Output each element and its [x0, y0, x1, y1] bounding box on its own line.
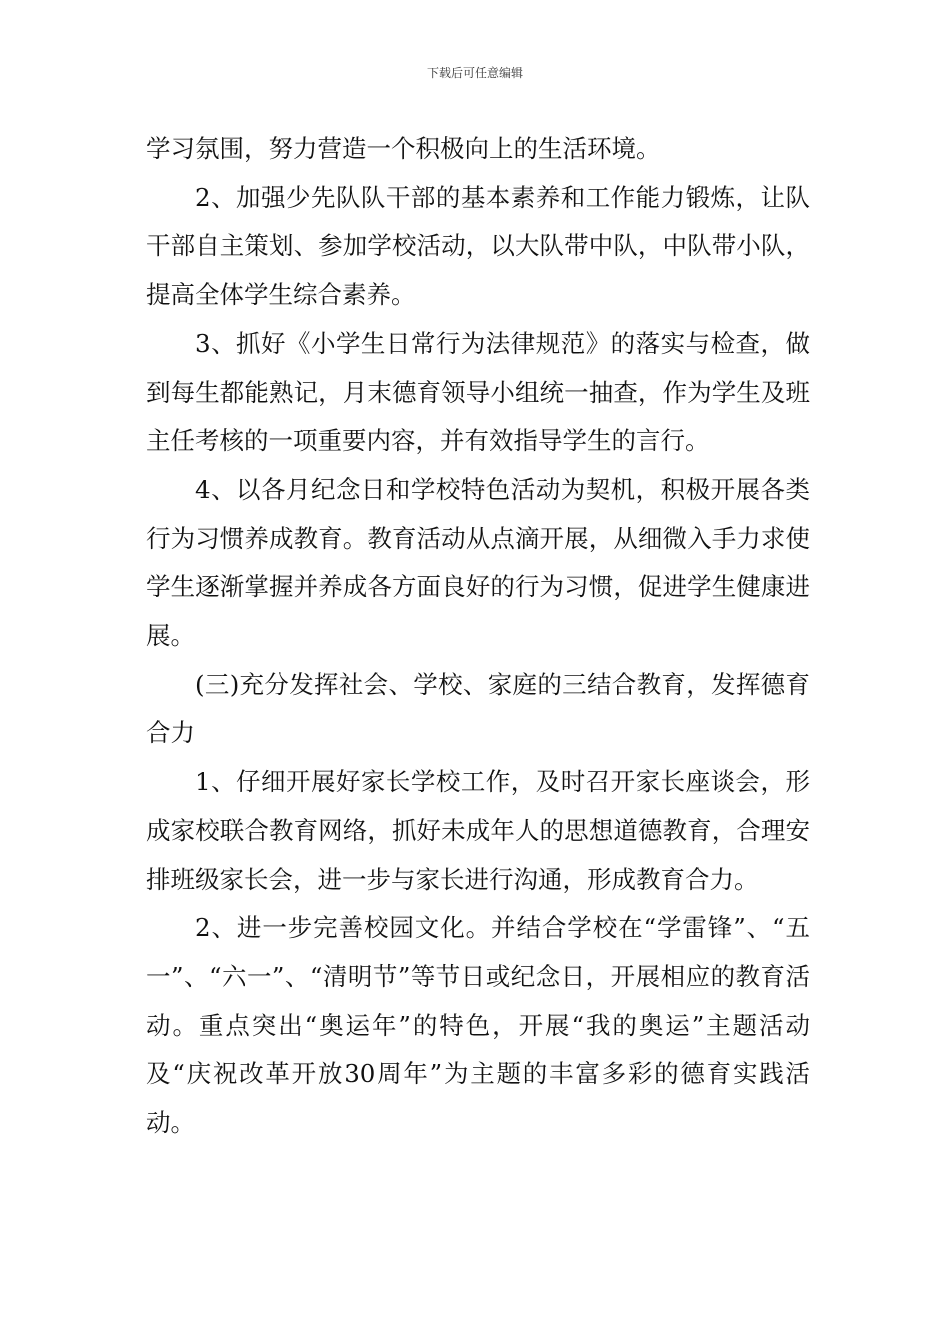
- paragraph-2: 2、加强少先队队干部的基本素养和工作能力锻炼，让队干部自主策划、参加学校活动，以大队带中队，中队带小队，提高全体学生综合素养。: [146, 182, 810, 310]
- document-body: [146, 125, 810, 1148]
- paragraph-5: 1、仔细开展好家长学校工作，及时召开家长座谈会，形成家校联合教育网络，抓好未成年人的思想道德教育，合理安排班级家长会，进一步与家长进行沟通，形成教育合力。: [146, 767, 810, 894]
- paragraph-1: 学习氛围，努力营造一个积极向上的生活环境。: [146, 134, 661, 163]
- paragraph-4: 4、以各月纪念日和学校特色活动为契机，积极开展各类行为习惯养成教育。教育活动从点滴开展，从细微入手力求使学生逐渐掌握并养成各方面良好的行为习惯，促进学生健康进展。: [146, 474, 810, 651]
- paragraph-6: 2、进一步完善校园文化。并结合学校在“学雷锋”、“五一”、“六一”、“清明节”等节日或纪念日，开展相应的教育活动。重点突出“奥运年”的特色，开展“我的奥运”主题活动及“庆祝改革开放30周年”为主题的丰富多彩的德育实践活动。: [146, 913, 810, 1138]
- page-header-note: 下载后可任意编辑: [426, 66, 523, 80]
- section-heading-3: (三)充分发挥社会、学校、家庭的三结合教育，发挥德育合力: [146, 669, 810, 748]
- paragraph-3: 3、抓好《小学生日常行为法律规范》的落实与检查，做到每生都能熟记，月末德育领导小组统一抽查，作为学生及班主任考核的一项重要内容，并有效指导学生的言行。: [146, 328, 810, 456]
